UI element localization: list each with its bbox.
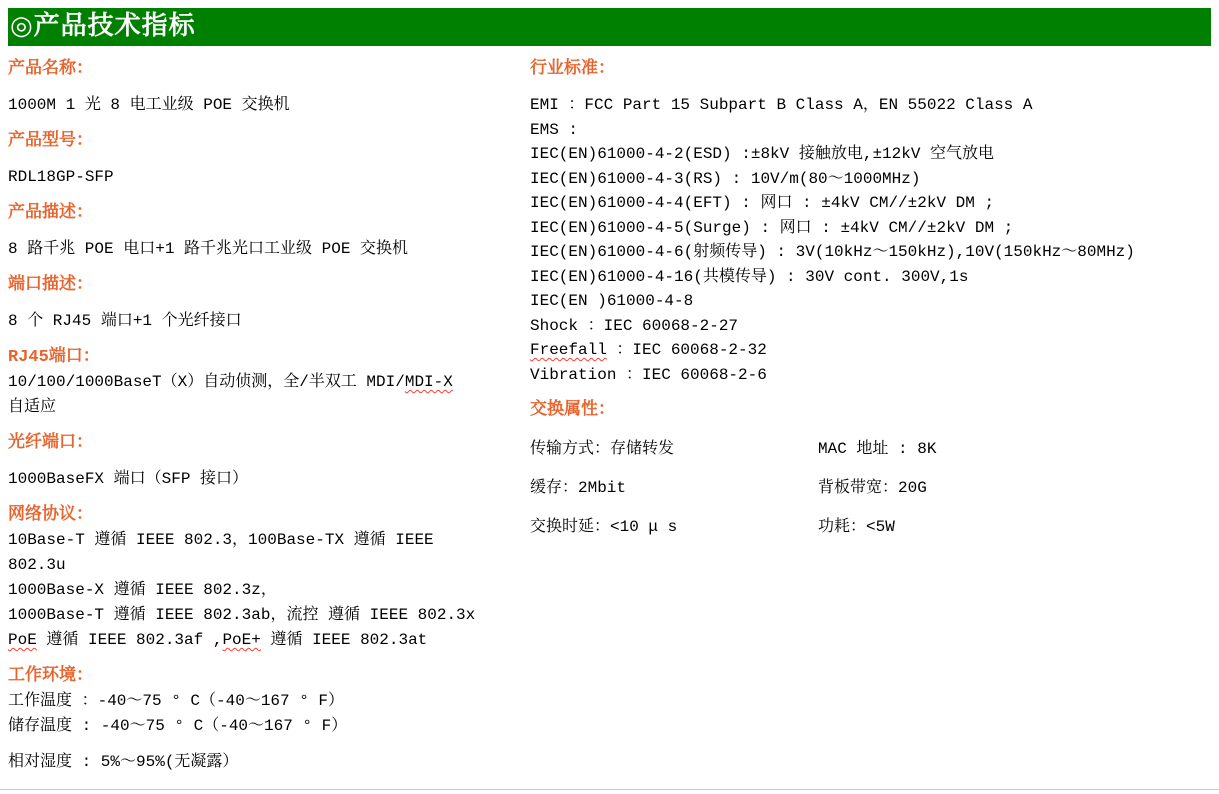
spec-mac-address: MAC 地址 : 8K	[818, 440, 937, 458]
protocols-line5-end: 遵循 IEEE 802.3at	[260, 631, 428, 649]
standard-rf-conduction: IEC(EN)61000-4-6(射频传导) : 3V(10kHz～150kHz),10V(150kHz～80MHz)	[530, 243, 1135, 261]
standard-esd: IEC(EN)61000-4-2(ESD) :±8kV 接触放电,±12kV 空气放电	[530, 145, 995, 163]
standard-surge: IEC(EN)61000-4-5(Surge) : 网口 : ±4kV CM//±2kV DM ;	[530, 218, 1014, 237]
heading-fiber: 光纤端口：	[8, 434, 93, 453]
standard-shock: Shock ：IEC 60068-2-27	[530, 316, 739, 335]
standard-freefall-rest: ：IEC 60068-2-32	[606, 341, 767, 359]
protocols-line2: 802.3u	[8, 556, 66, 574]
protocols-section	[8, 503, 496, 653]
rj45-section	[8, 345, 496, 420]
heading-rj45: RJ45端口：	[8, 348, 100, 367]
port-desc-value: 8 个 RJ45 端口+1 个光纤接口	[8, 312, 242, 330]
product-name-value: 1000M 1 光 8 电工业级 POE 交换机	[8, 96, 290, 114]
spec-forwarding-mode: 传输方式：存储转发	[530, 440, 675, 458]
heading-product-model: 产品型号：	[8, 132, 93, 151]
left-column	[8, 46, 496, 786]
standard-freefall	[530, 338, 1211, 363]
spell-error-text: Freefall	[530, 341, 607, 359]
spell-error-text: MDI-X	[404, 373, 453, 391]
heading-protocols: 网络协议：	[8, 506, 93, 525]
spec-power-consumption: 功耗：<5W	[818, 518, 895, 536]
environment-section	[8, 664, 496, 739]
protocols-line1: 10Base-T 遵循 IEEE 802.3，100Base-TX 遵循 IEEE	[8, 531, 434, 549]
standard-common-mode: IEC(EN)61000-4-16(共模传导) : 30V cont. 300V,1s	[530, 267, 969, 286]
protocols-line3: 1000Base-X 遵循 IEEE 802.3z，	[8, 581, 277, 599]
rj45-line1-text: 10/100/1000BaseT（X）自动侦测，全/半双工 MDI/	[8, 373, 405, 391]
section-title-bar	[8, 8, 1211, 46]
product-model-value: RDL18GP-SFP	[8, 168, 114, 186]
env-storage-temp: 储存温度 : -40～75 ° C（-40～167 ° F）	[8, 717, 348, 735]
standard-magnetic: IEC(EN )61000-4-8	[530, 292, 694, 310]
standard-vibration: Vibration ：IEC 60068-2-6	[530, 365, 767, 384]
content-columns	[8, 46, 1211, 786]
protocols-line4: 1000Base-T 遵循 IEEE 802.3ab，流控 遵循 IEEE 802.3x	[8, 606, 476, 624]
heading-environment: 工作环境：	[8, 667, 93, 686]
page-title: ◎产品技术指标	[10, 11, 196, 40]
protocols-line5	[8, 628, 496, 653]
standard-ems: EMS :	[530, 120, 579, 139]
spec-backplane-bandwidth: 背板带宽：20G	[818, 479, 927, 497]
rj45-line1	[8, 370, 496, 395]
spec-row	[530, 437, 1211, 462]
right-column	[530, 46, 1211, 554]
spec-row	[530, 476, 1211, 501]
spell-error-text: PoE+	[222, 631, 261, 649]
standard-eft: IEC(EN)61000-4-4(EFT) : 网口 : ±4kV CM//±2kV DM ;	[530, 194, 995, 212]
heading-port-desc: 端口描述：	[8, 276, 93, 295]
heading-standards: 行业标准：	[530, 60, 615, 79]
bottom-divider	[0, 789, 1219, 790]
env-operating-temp: 工作温度 ：-40～75 ° C（-40～167 ° F）	[8, 692, 345, 710]
heading-switching: 交换属性：	[530, 401, 615, 420]
standards-list	[530, 93, 1211, 387]
heading-product-desc: 产品描述：	[8, 204, 93, 223]
product-desc-value: 8 路千兆 POE 电口+1 路千兆光口工业级 POE 交换机	[8, 240, 409, 258]
heading-product-name: 产品名称：	[8, 60, 93, 79]
spec-switching-latency: 交换时延：<10 μ s	[530, 518, 678, 536]
standard-rs: IEC(EN)61000-4-3(RS) : 10V/m(80～1000MHz)	[530, 169, 921, 188]
fiber-value: 1000BaseFX 端口（SFP 接口）	[8, 470, 249, 488]
spec-row	[530, 515, 1211, 540]
protocols-line5-mid: 遵循 IEEE 802.3af ,	[36, 631, 223, 649]
spell-error-text: PoE	[8, 631, 37, 649]
env-humidity: 相对湿度 : 5%～95%(无凝露）	[8, 753, 239, 771]
standard-emi: EMI ：FCC Part 15 Subpart B Class A，EN 55022 Class A	[530, 96, 1033, 114]
spec-buffer: 缓存：2Mbit	[530, 479, 627, 497]
rj45-line2: 自适应	[8, 398, 57, 416]
